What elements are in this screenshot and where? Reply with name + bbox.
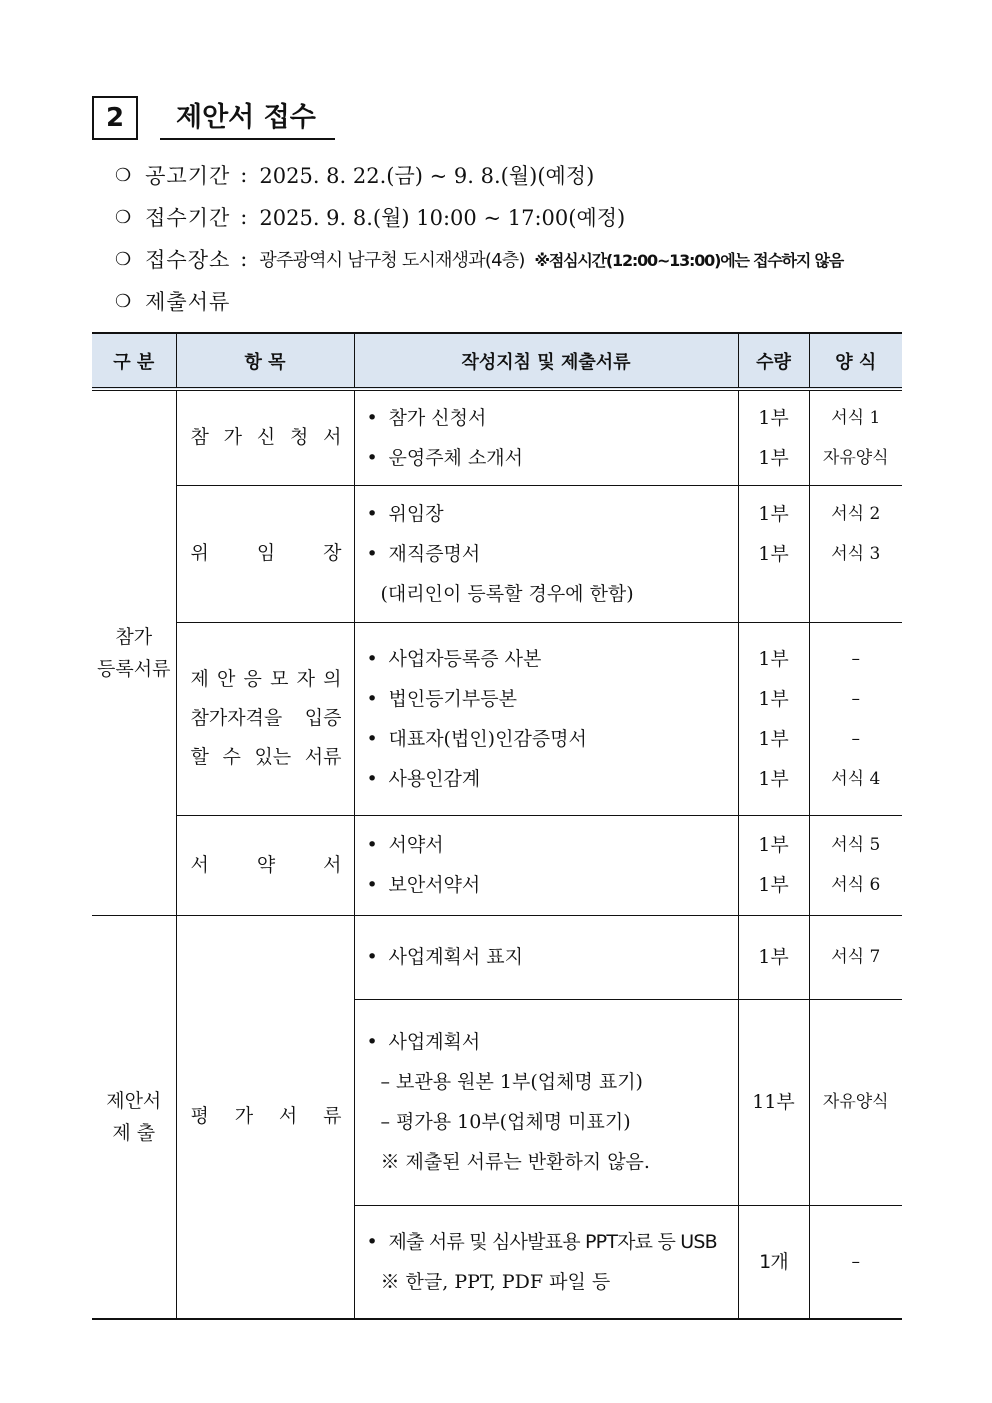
info-documents xyxy=(115,286,240,316)
document-note: ※ 제출된 서류는 반환하지 않음. xyxy=(380,1151,650,1173)
document-item: • 위임장 xyxy=(363,494,730,534)
form-cell xyxy=(809,815,902,915)
circle-bullet-icon: ❍ xyxy=(115,206,132,228)
table-row xyxy=(92,915,902,999)
documents-cell xyxy=(354,1205,738,1319)
form-cell xyxy=(809,1205,902,1319)
quantity-cell xyxy=(738,389,809,485)
form-value: – xyxy=(851,648,860,669)
item-label: 할 수 있는 서류 xyxy=(190,746,342,768)
info-colon: : xyxy=(240,163,248,187)
quantity-value: 11부 xyxy=(752,1091,795,1113)
quantity-cell xyxy=(738,815,809,915)
quantity-value: 1부 xyxy=(758,874,789,896)
category-cell xyxy=(92,389,176,915)
table-row xyxy=(92,389,902,485)
form-value: 서식 1 xyxy=(831,407,881,428)
quantity-cell xyxy=(738,1205,809,1319)
document-item: • 사업계획서 xyxy=(363,1022,730,1062)
document-item: • 사업계획서 표지 xyxy=(363,937,730,977)
circle-bullet-icon: ❍ xyxy=(115,164,132,186)
document-item: • 대표자(법인)인감증명서 xyxy=(363,719,730,759)
info-label: 제출서류 xyxy=(145,290,231,314)
info-value: 2025. 8. 22.(금) ~ 9. 8.(월)(예정) xyxy=(259,164,595,188)
table-row xyxy=(92,622,902,815)
quantity-value: 1부 xyxy=(758,767,789,790)
info-submission-period xyxy=(115,202,625,232)
quantity-cell xyxy=(738,622,809,815)
form-value: 자유양식 xyxy=(822,447,889,468)
info-label: 접수기간 xyxy=(145,206,231,230)
documents-cell xyxy=(354,389,738,485)
form-value: – xyxy=(851,1251,860,1272)
info-label: 접수장소 xyxy=(145,248,231,272)
document-item: • 보안서약서 xyxy=(363,865,730,905)
category-label: 제 출 xyxy=(112,1121,156,1144)
header-item: 항 목 xyxy=(176,333,354,389)
quantity-value: 1부 xyxy=(758,446,789,469)
form-value: 서식 2 xyxy=(831,503,881,524)
category-cell xyxy=(92,915,176,1319)
category-label: 참가 xyxy=(115,625,153,648)
table-header-row xyxy=(92,333,902,389)
item-cell xyxy=(176,915,354,1319)
quantity-cell xyxy=(738,915,809,999)
documents-cell xyxy=(354,622,738,815)
header-category: 구 분 xyxy=(92,333,176,389)
documents-cell xyxy=(354,485,738,622)
document-item: • 서약서 xyxy=(363,825,730,865)
document-item: • 사용인감계 xyxy=(363,759,730,799)
document-item: • 사업자등록증 사본 xyxy=(363,639,730,679)
form-value: 자유양식 xyxy=(822,1092,889,1112)
document-note: (대리인이 등록할 경우에 한함) xyxy=(380,582,634,605)
document-subitem: – 평가용 10부(업체명 미표기) xyxy=(380,1111,631,1133)
item-label: 참 가 신 청 서 xyxy=(190,426,342,449)
document-item: • 제출 서류 및 심사발표용 PPT자료 등 USB xyxy=(363,1222,730,1262)
item-cell xyxy=(176,622,354,815)
category-label: 등록서류 xyxy=(97,657,171,680)
quantity-value: 1부 xyxy=(758,946,789,968)
document-item: • 운영주체 소개서 xyxy=(363,438,730,478)
form-value: 서식 3 xyxy=(831,543,881,564)
info-colon: : xyxy=(240,205,248,229)
quantity-value: 1부 xyxy=(758,542,789,565)
item-label: 위 임 장 xyxy=(190,542,342,564)
form-value: 서식 4 xyxy=(831,768,881,789)
table-row xyxy=(92,815,902,915)
info-submission-place xyxy=(115,244,843,274)
form-value: 서식 7 xyxy=(831,947,881,967)
info-label: 공고기간 xyxy=(145,164,231,188)
form-cell xyxy=(809,485,902,622)
item-label: 서 약 서 xyxy=(190,853,342,876)
item-cell xyxy=(176,389,354,485)
quantity-cell xyxy=(738,999,809,1205)
item-label: 제 안 응 모 자 의 xyxy=(190,668,342,690)
section-number: 2 xyxy=(92,96,138,140)
item-label: 평 가 서 류 xyxy=(190,1105,342,1128)
document-subitem: – 보관용 원본 1부(업체명 표기) xyxy=(380,1071,643,1093)
document-item: • 재직증명서 xyxy=(363,534,730,574)
section-title: 제안서 접수 xyxy=(160,98,335,140)
header-quantity: 수량 xyxy=(738,333,809,389)
item-cell xyxy=(176,815,354,915)
form-value: 서식 6 xyxy=(831,875,881,895)
info-note: ※점심시간(12:00~13:00)에는 접수하지 않음 xyxy=(534,250,844,270)
header-documents: 작성지침 및 제출서류 xyxy=(354,333,738,389)
header-form: 양 식 xyxy=(809,333,902,389)
form-cell xyxy=(809,999,902,1205)
item-label: 참가자격을 입증 xyxy=(190,707,342,729)
form-value: 서식 5 xyxy=(831,835,881,855)
quantity-value: 1부 xyxy=(758,502,789,525)
quantity-value: 1부 xyxy=(758,834,789,856)
form-value: – xyxy=(851,688,860,709)
quantity-value: 1부 xyxy=(758,647,789,670)
document-item: • 참가 신청서 xyxy=(363,398,730,438)
item-cell xyxy=(176,485,354,622)
form-cell xyxy=(809,915,902,999)
info-value: 광주광역시 남구청 도시재생과(4층) xyxy=(259,250,525,271)
info-value: 2025. 9. 8.(월) 10:00 ~ 17:00(예정) xyxy=(259,206,626,230)
quantity-value: 1개 xyxy=(759,1250,788,1273)
form-value: – xyxy=(851,728,860,749)
quantity-value: 1부 xyxy=(758,727,789,750)
quantity-value: 1부 xyxy=(758,687,789,710)
quantity-cell xyxy=(738,485,809,622)
category-label: 제안서 xyxy=(106,1089,162,1112)
circle-bullet-icon: ❍ xyxy=(115,290,132,312)
document-note: ※ 한글, PPT, PDF 파일 등 xyxy=(380,1270,611,1293)
documents-cell xyxy=(354,815,738,915)
circle-bullet-icon: ❍ xyxy=(115,248,132,270)
form-cell xyxy=(809,389,902,485)
form-cell xyxy=(809,622,902,815)
info-colon: : xyxy=(240,247,248,271)
info-announcement-period xyxy=(115,160,594,190)
documents-table xyxy=(92,332,902,1320)
table-row xyxy=(92,485,902,622)
documents-cell xyxy=(354,915,738,999)
document-item: • 법인등기부등본 xyxy=(363,679,730,719)
quantity-value: 1부 xyxy=(758,406,789,429)
documents-cell xyxy=(354,999,738,1205)
